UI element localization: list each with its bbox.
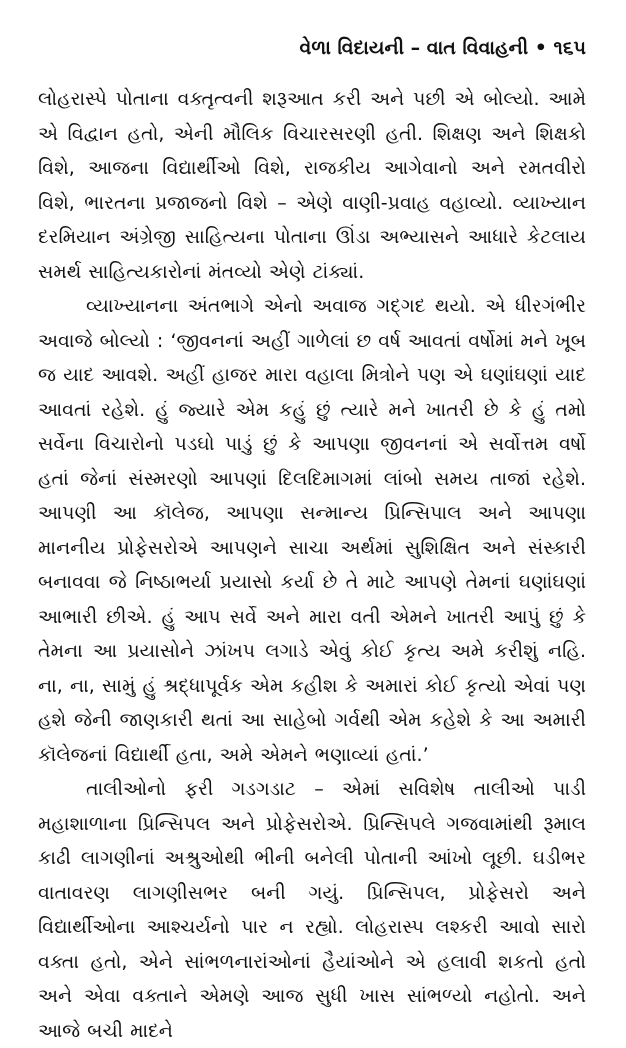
paragraph-1: લોહરાસ્પે પોતાના વક્તૃત્વની શરૂઆત કરી અને પછી એ બોલ્યો. આમે એ વિદ્વાન હતો, એની મૌલિક વિચારસરણી હતી. શિક્ષણ અને શિક્ષકો વિશે, આજના વિદ્યાર્થીઓ વિશે, રાજકીય આગેવાનો અને રમતવીરો વિશે, ભારતના પ્રજાજનો વિશે – એણે વાણી-પ્રવાહ વહાવ્યો. વ્યાખ્યાન દરમિયાન અંગ્રેજી સાહિત્યના પોતાના ઊંડા અભ્યાસને આધારે કેટલાય સમર્થ સાહિત્યકારોનાં મંતવ્યો એણે ટાંક્યાં. [38, 88, 586, 283]
paragraph-3: તાલીઓનો ફરી ગડગડાટ – એમાં સવિશેષ તાલીઓ પાડી મહાશાળાના પ્રિન્સિપલ અને પ્રોફેસરોએ. પ્રિન્સિપલે ગજવામાંથી રૂમાલ કાઢી લાગણીનાં અશ્રુઓથી ભીની બનેલી પોતાની આંખો લૂછી. ઘડીભર વાતાવરણ લાગણીસભર બની ગયું. પ્રિન્સિપલ, પ્રોફેસરો અને વિદ્યાર્થીઓના આશ્ચર્યનો પાર ન રહ્યો. લોહરાસ્પ લશ્કરી આવો સારો વક્તા હતો, એને સાંભળનારાંઓનાં હૈયાંઓને એ હલાવી શકતો હતો અને એવા વક્તાને એમણે આજ સુધી ખાસ સાંભળ્યો નહોતો. અને આજે બચી માદને [38, 778, 586, 1042]
paragraph-2: વ્યાખ્યાનના અંતભાગે એનો અવાજ ગદ્ગદ થયો. એ ધીરગંભીર અવાજે બોલ્યો : ‘જીવનનાં અહીં ગાળેલાં છ વર્ષ આવતાં વર્ષોમાં મને ખૂબ જ યાદ આવશે. અહીં હાજર મારા વહાલા મિત્રોને પણ એ ઘણાંઘણાં યાદ આવતાં રહેશે. હું જ્યારે એમ કહું છું ત્યારે મને ખાતરી છે કે હું તમો સર્વેના વિચારોનો પડઘો પાડું છું કે આપણા જીવનનાં એ સર્વોત્તમ વર્ષો હતાં જેનાં સંસ્મરણો આપણાં દિલદિમાગમાં લાંબો સમય તાજાં રહેશે. આપણી આ કૉલેજ, આપણા સન્માન્ય પ્રિન્સિપાલ અને આપણા માનનીય પ્રોફેસરોએ આપણને સાચા અર્થમાં સુશિક્ષિત અને સંસ્કારી બનાવવા જે નિષ્ઠાભર્યા પ્રયાસો કર્યા છે તે માટે આપણે તેમનાં ઘણાંઘણાં આભારી છીએ. હું આપ સર્વે અને મારા વતી એમને ખાતરી આપું છું કે તેમના આ પ્રયાસોને ઝાંખપ લગાડે એવું કોઈ કૃત્ય અમે કરીશું નહિ. ના, ના, સામું હું શ્રદ્ધાપૂર્વક એમ કહીશ કે અમારાં કોઈ કૃત્યો એવાં પણ હશે જેની જાણકારી થતાં આ સાહેબો ગર્વથી એમ કહેશે કે આ અમારી કૉલેજનાં વિદ્યાર્થી હતા, અમે એમને ભણાવ્યાં હતાં.’ [38, 295, 586, 766]
running-header: વેળા વિદાયની – વાત વિવાહની • ૧૬૫ [299, 37, 586, 59]
